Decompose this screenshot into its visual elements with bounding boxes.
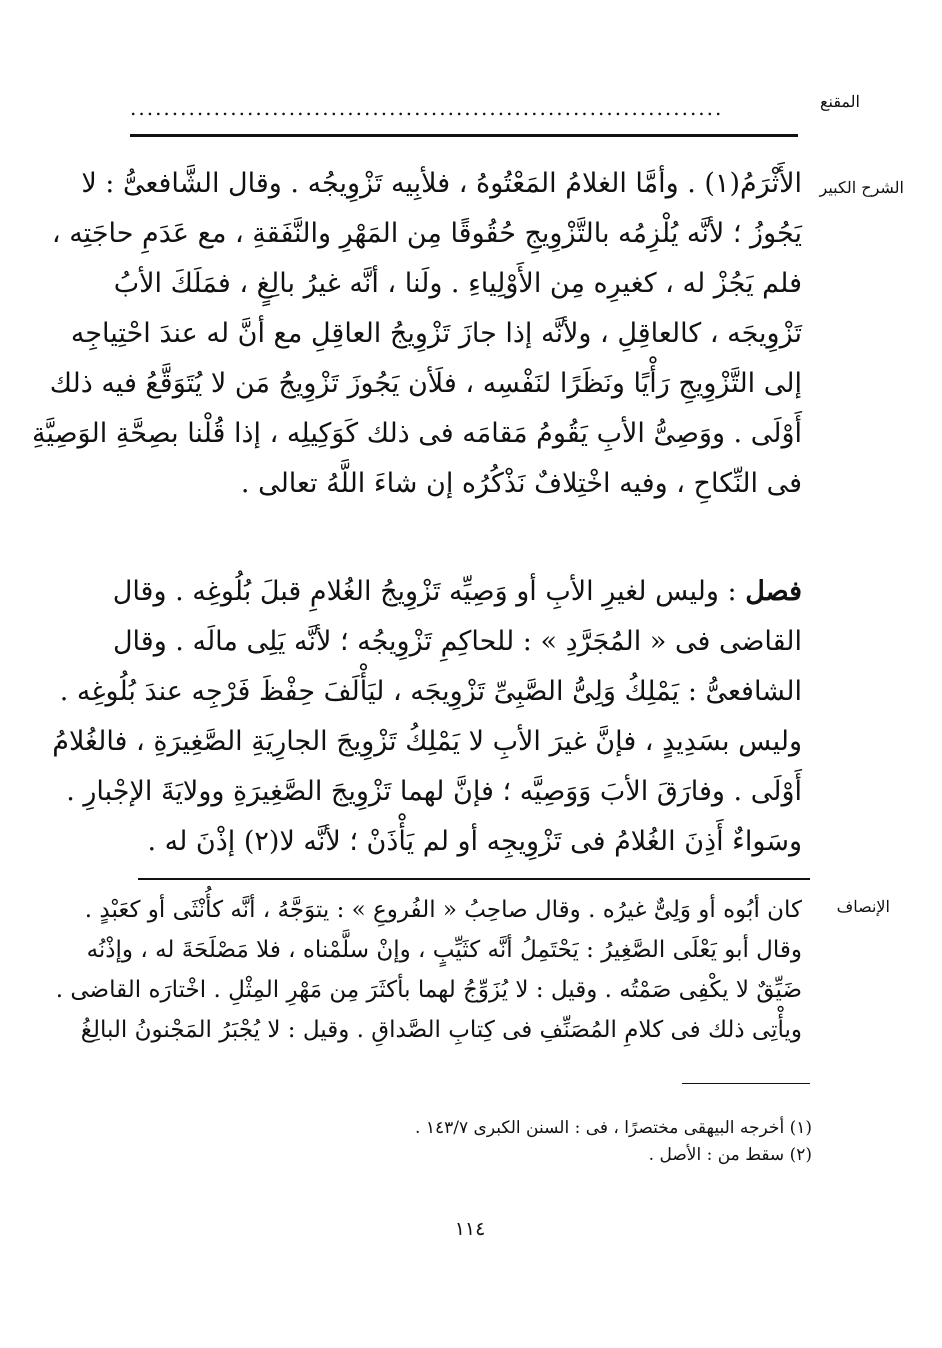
text-line: وقال أبو يَعْلَى الصَّغِيرُ : يَحْتَمِلُ أنَّه كثَيِّبٍ ، وإنْ سلَّمْناه ، فلا مَصْلَحَةَ له ، وإذْنُه: [86, 937, 802, 963]
footnote: (١) أخرجه البيهقى مختصرًا ، فى : السنن الكبرى ١٤٣/٧ .: [415, 1118, 812, 1138]
fasl-heading: فصل: [745, 576, 802, 607]
text-line: القاضى فى « المُجَرَّدِ » : للحاكِمِ تَزْوِيجُه ؛ لأنَّه يَلِى مالَه . وقال: [112, 626, 802, 657]
text-line: الشافعىُّ : يَمْلِكُ وَلِىُّ الصَّبِىِّ تَزْوِيجَه ، ليَأْلَفَ حِفْظَ فَرْجِه عندَ بُلُوغِه .: [59, 676, 802, 707]
text-line: ويأْتِى ذلك فى كلامِ المُصَنِّفِ فى كِتابِ الصَّداقِ . وقيل : لا يُجْبَرُ المَجْنونُ البالِغُ: [80, 1017, 802, 1043]
text-line: كان أبُوه أو وَلِىٌّ غيرُه . وقال صاحِبُ « الفُروعِ » : يتوَجَّهُ ، أنَّه كأُنْثَى أو كعَبْدٍ .: [84, 897, 802, 923]
text-line: تَزْوِيجَه ، كالعاقِلِ ، ولأنَّه إذا جازَ تَزْوِيجُ العاقِلِ مع أنَّ له عندَ احْتِياجِه: [70, 318, 802, 349]
text-line: أَوْلَى . وفارَقَ الأبَ وَوَصِيَّه ؛ فإنَّ لهما تَزْوِيجَ الصَّغِيرَةِ وولايَةَ الإجْبارِ .: [66, 776, 802, 807]
insaf-margin-label: الإنصاف: [836, 897, 890, 916]
text-line: يَجُوزُ ؛ لأنَّه يُلْزِمُه بالتَّزْوِيجِ حُقُوقًا مِن المَهْرِ والنَّفَقةِ ، مع عَدَمِ حاجَتِه ،: [51, 218, 802, 249]
text-line: وسَواءٌ أَذِنَ الغُلامُ فى تَزْوِيجِه أو لم يَأْذَنْ ؛ لأنَّه لا(٢) إذْنَ له .: [147, 826, 802, 857]
text-line: وليس بسَدِيدٍ ، فإنَّ غيرَ الأبِ لا يَمْلِكُ تَزْوِيجَ الجارِيَةِ الصَّغِيرَةِ ، فالغُلامُ: [52, 726, 802, 757]
text-line: إلى التَّزْوِيجِ رَأْيًا ونَظَرًا لنَفْسِه ، فلَأن يَجُوزَ تَزْوِيجُ مَن لا يُتَوَقَّعُ فيه ذلك: [49, 368, 802, 399]
footnote-rule: [682, 1083, 810, 1084]
text-line: الأَثْرَمُ(١) . وأمَّا الغلامُ المَعْتُوهُ ، فلأبِيه تَزْوِيجُه . وقال الشَّافعىُّ : لا: [81, 168, 802, 199]
text-line: أَوْلَى . ووَصِىُّ الأبِ يَقُومُ مَقامَه فى ذلك كَوَكِيلِه ، إذا قُلْنا بصِحَّةِ الوَصِيَّةِ: [31, 418, 802, 449]
text-line: فى النِّكاحِ ، وفيه اخْتِلافٌ نَذْكُرُه إن شاءَ اللَّهُ تعالى .: [240, 468, 802, 499]
footnote: (٢) سقط من : الأصل .: [648, 1145, 812, 1165]
header-rule: [130, 134, 798, 137]
text-line: فلم يَجُزْ له ، كغيرِه مِن الأَوْلِياءِ . ولَنا ، أنَّه غيرُ بالِغٍ ، فمَلَكَ الأبُ: [113, 268, 802, 299]
running-title: المقنع: [819, 92, 860, 111]
sharh-margin-label: الشرح الكبير: [819, 178, 904, 197]
text-line: ضَيِّقٌ لا يكْفِى صَمْتُه . وقيل : لا يُزَوِّجُ لهما بأكثَرَ مِن مَهْرِ المِثْلِ . اخْتارَه القاضى .: [55, 977, 802, 1003]
page-number: ١١٤: [454, 1218, 486, 1240]
section-divider: [138, 878, 810, 880]
text-line: [112, 570, 802, 614]
fasl-line-text: : وليس لغيرِ الأبِ أو وَصِيِّه تَزْوِيجُ الغُلامِ قبلَ بُلُوغِه . وقال: [112, 576, 746, 607]
header-dotted-leader: .......................................................................: [130, 96, 724, 120]
